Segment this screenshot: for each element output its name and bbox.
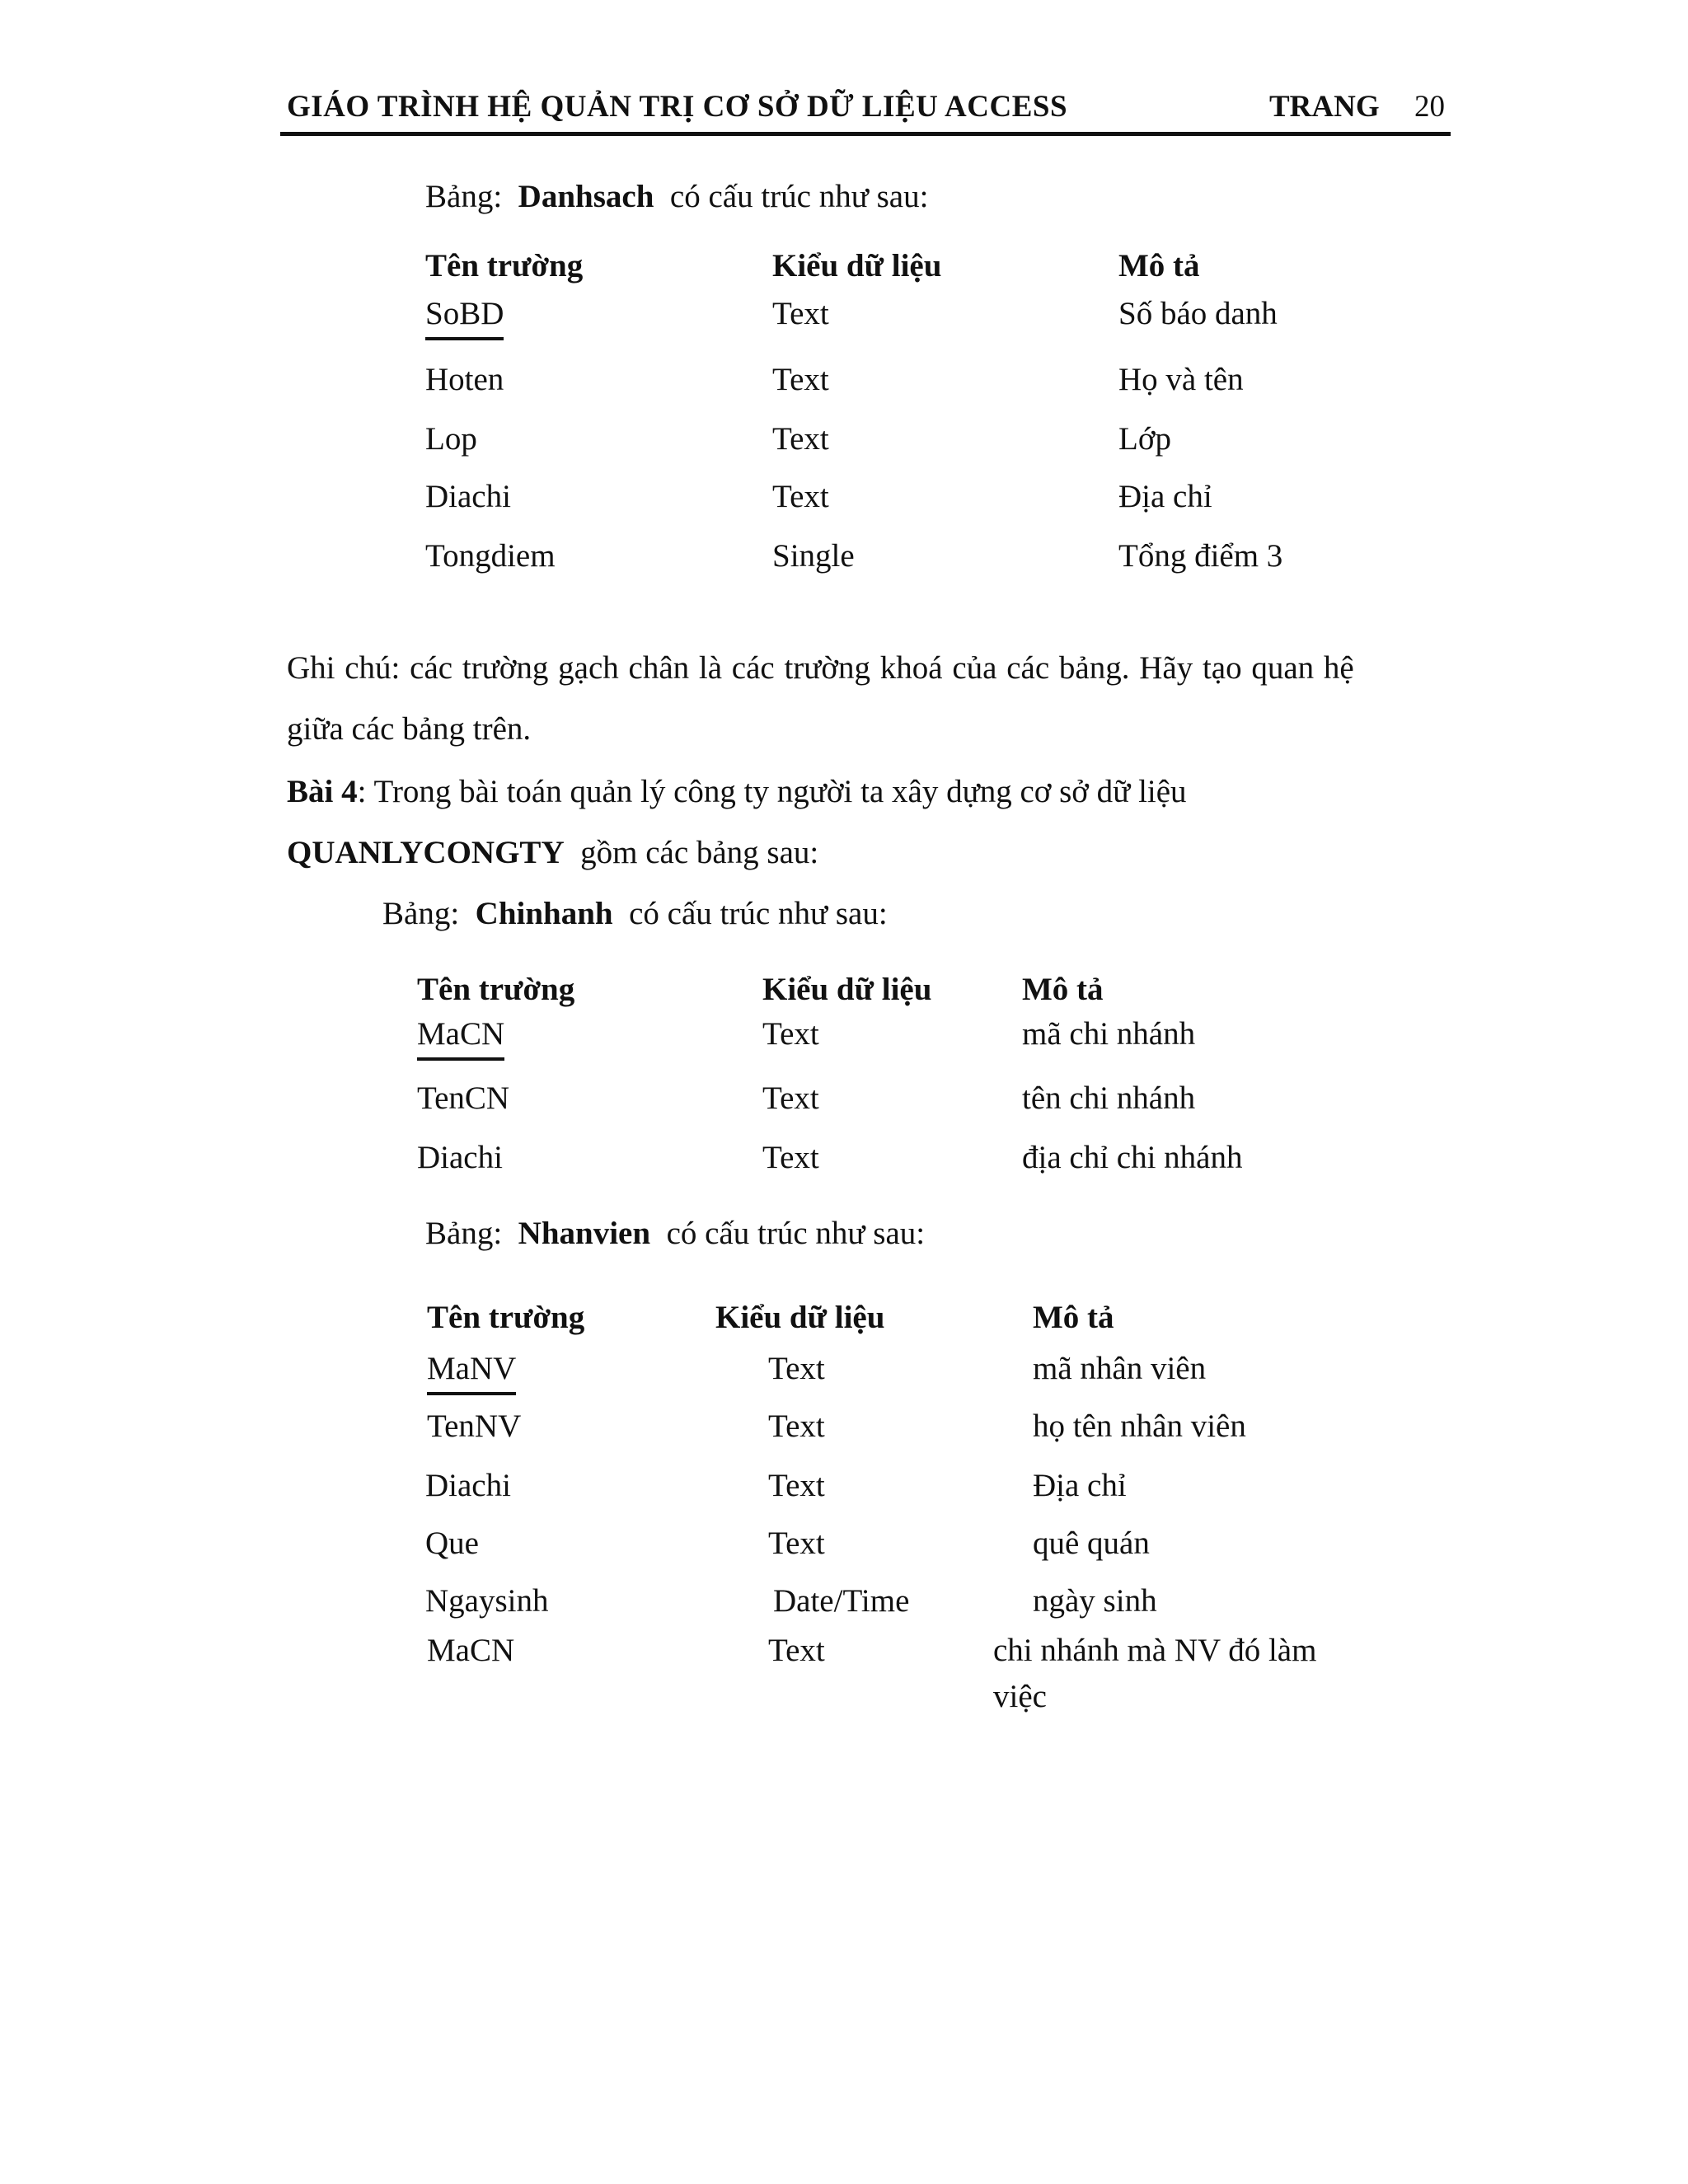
chinhanh-table-name: Chinhanh [475,896,613,931]
page-label: TRANG [1269,90,1380,124]
nhanvien-row-1-type: Text [768,1351,825,1386]
nhanvien-row-6-desc-continuation: việc [993,1679,1047,1714]
primary-key-field: MaNV [427,1350,516,1395]
exercise-4-line-2 [287,834,818,871]
danhsach-row-4-desc: Địa chỉ [1118,479,1212,514]
nhanvien-col-header-field: Tên trường [427,1300,585,1335]
danhsach-table-name: Danhsach [518,179,654,214]
chinhanh-row-3-desc: địa chỉ chi nhánh [1022,1140,1243,1175]
danhsach-row-2-desc: Họ và tên [1118,362,1244,397]
danhsach-col-header-type: Kiểu dữ liệu [772,248,942,284]
danhsach-row-5-field: Tongdiem [425,538,556,574]
nhanvien-col-header-desc: Mô tả [1033,1300,1114,1335]
nhanvien-intro-prefix: Bảng: [425,1216,503,1251]
danhsach-col-header-desc: Mô tả [1118,248,1200,284]
danhsach-intro [425,178,928,215]
primary-key-field: SoBD [425,295,504,340]
danhsach-row-1-field [425,295,504,340]
nhanvien-row-6-field: MaCN [427,1633,515,1668]
danhsach-row-3-type: Text [772,421,829,457]
danhsach-row-1-type: Text [772,296,829,331]
danhsach-row-2-field: Hoten [425,362,504,397]
nhanvien-col-header-type: Kiểu dữ liệu [715,1300,885,1335]
chinhanh-row-2-desc: tên chi nhánh [1022,1080,1196,1116]
exercise-4-line-2-text: gồm các bảng sau: [580,835,819,870]
nhanvien-row-4-field: Que [425,1526,479,1561]
chinhanh-row-1-field [417,1015,504,1061]
nhanvien-row-3-desc: Địa chỉ [1033,1468,1127,1503]
database-name: QUANLYCONGTY [287,835,565,870]
danhsach-row-5-desc: Tổng điểm 3 [1118,538,1283,574]
danhsach-row-5-type: Single [772,538,855,574]
chinhanh-row-2-field: TenCN [417,1080,510,1116]
note-line-2: giữa các bảng trên. [287,711,532,747]
chinhanh-row-1-desc: mã chi nhánh [1022,1016,1196,1052]
nhanvien-row-2-type: Text [768,1408,825,1444]
nhanvien-row-6-desc: chi nhánh mà NV đó làm [993,1633,1317,1668]
nhanvien-row-4-type: Text [768,1526,825,1561]
nhanvien-row-3-type: Text [768,1468,825,1503]
page-header-title: GIÁO TRÌNH HỆ QUẢN TRỊ CƠ SỞ DỮ LIỆU ACCESS [287,90,1068,124]
nhanvien-row-2-desc: họ tên nhân viên [1033,1408,1246,1444]
danhsach-row-3-field: Lop [425,421,477,457]
note-line-1: Ghi chú: các trường gạch chân là các trường khoá của các bảng. Hãy tạo quan hệ [287,650,1354,686]
chinhanh-row-1-type: Text [762,1016,819,1052]
danhsach-row-4-type: Text [772,479,829,514]
nhanvien-intro-suffix: có cấu trúc như sau: [666,1216,926,1251]
page-number: 20 [1414,90,1445,124]
nhanvien-row-5-desc: ngày sinh [1033,1583,1157,1619]
danhsach-intro-prefix: Bảng: [425,179,503,214]
chinhanh-col-header-field: Tên trường [417,972,575,1007]
chinhanh-col-header-type: Kiểu dữ liệu [762,972,932,1007]
chinhanh-intro-prefix: Bảng: [382,896,460,931]
nhanvien-row-1-field [427,1350,516,1395]
danhsach-row-1-desc: Số báo danh [1118,296,1278,331]
chinhanh-row-3-field: Diachi [417,1140,503,1175]
nhanvien-intro [425,1215,925,1252]
danhsach-row-3-desc: Lớp [1118,421,1171,457]
chinhanh-row-2-type: Text [762,1080,819,1116]
chinhanh-row-3-type: Text [762,1140,819,1175]
nhanvien-row-4-desc: quê quán [1033,1526,1150,1561]
nhanvien-row-3-field: Diachi [425,1468,511,1503]
danhsach-row-2-type: Text [772,362,829,397]
nhanvien-row-1-desc: mã nhân viên [1033,1351,1207,1386]
danhsach-intro-suffix: có cấu trúc như sau: [669,179,929,214]
header-divider [280,132,1451,136]
danhsach-row-4-field: Diachi [425,479,511,514]
nhanvien-row-6-type: Text [768,1633,825,1668]
danhsach-col-header-field: Tên trường [425,248,584,284]
nhanvien-row-2-field: TenNV [427,1408,522,1444]
exercise-4-text: : Trong bài toán quản lý công ty người ta xây dựng cơ sở dữ liệu [357,774,1187,809]
nhanvien-table-name: Nhanvien [518,1216,651,1251]
chinhanh-intro-suffix: có cấu trúc như sau: [629,896,888,931]
nhanvien-row-5-field: Ngaysinh [425,1583,549,1619]
chinhanh-col-header-desc: Mô tả [1022,972,1104,1007]
primary-key-field: MaCN [417,1015,504,1061]
nhanvien-row-5-type: Date/Time [773,1583,910,1619]
chinhanh-intro [382,895,888,932]
exercise-4-label: Bài 4 [287,774,358,809]
exercise-4-line-1 [287,773,1187,810]
